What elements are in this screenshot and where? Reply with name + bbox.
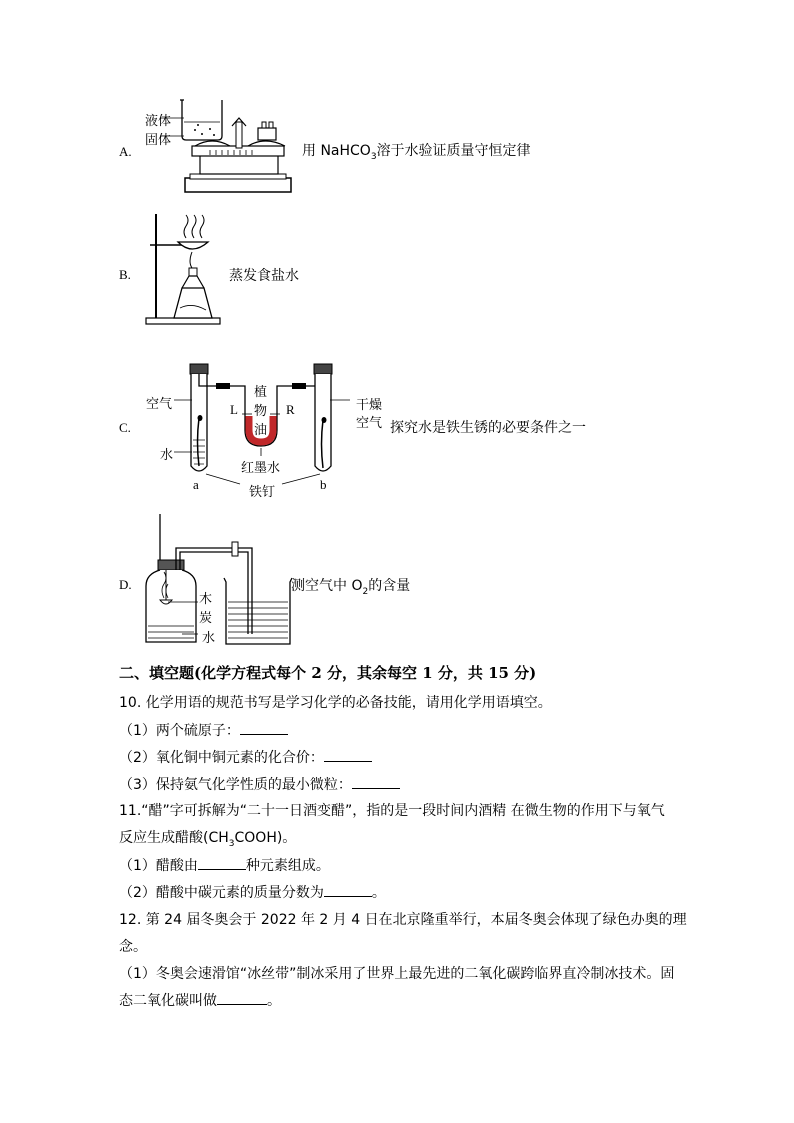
q10-blank-2[interactable] [324, 747, 372, 762]
q10-stem: 10. 化学用语的规范书写是学习化学的必备技能，请用化学用语填空。 [119, 695, 552, 711]
q11-blank-2[interactable] [324, 882, 372, 897]
q11-stem-line1: 11.“醋”字可拆解为“二十一日酒变醋”，指的是一段时间内酒精 在微生物的作用下与氧气 [119, 803, 665, 819]
q12-stem-line2: 念。 [119, 939, 147, 955]
option-a-letter: A. [119, 144, 132, 159]
q12-part1-line1: （1）冬奥会速滑馆“冰丝带”制冰采用了世界上最先进的二氧化碳跨临界直冷制冰技术。固 [119, 966, 675, 982]
q10-part1: （1）两个硫原子： [119, 720, 288, 740]
section-title: 二、填空题(化学方程式每个 2 分，其余每空 1 分，共 15 分) [119, 664, 537, 682]
label-red-ink: 红墨水 [241, 461, 281, 476]
label-tube-b: b [320, 477, 327, 492]
q10-part2: （2）氧化铜中铜元素的化合价： [119, 747, 372, 767]
label-nail: 铁钉 [249, 485, 276, 500]
label-dry-air: 空气 [356, 416, 383, 431]
label-water-d: 水 [202, 631, 216, 646]
q11-stem-line2: 反应生成醋酸$(CH_3COOH)$。 [119, 830, 297, 849]
label-r: R [286, 402, 295, 417]
label-solid: 固体 [145, 133, 172, 148]
option-d-letter: D. [119, 577, 132, 592]
q12-part1-line2: 态二氧化碳叫做 。 [119, 990, 281, 1010]
option-c-letter: C. [119, 420, 131, 435]
label-dry: 干燥 [356, 398, 383, 413]
oxygen-content-diagram [138, 514, 298, 648]
q11-part1: （1）醋酸由 种元素组成。 [119, 855, 330, 875]
label-charcoal-1: 木 [199, 592, 213, 607]
label-air: 空气 [146, 397, 173, 412]
label-water-c: 水 [160, 448, 174, 463]
option-b-caption: 蒸发食盐水 [229, 268, 299, 284]
option-b-letter: B. [119, 267, 131, 282]
q12-stem-line1: 12. 第 24 届冬奥会于 2022 年 2 月 4 日在北京隆重举行，本届冬奥会体现了绿色办奥的理 [119, 912, 687, 928]
label-liquid: 液体 [145, 114, 172, 129]
evaporation-diagram [144, 212, 224, 328]
label-l: L [230, 402, 238, 417]
label-oil-3: 油 [254, 423, 268, 438]
label-charcoal-2: 炭 [199, 611, 213, 626]
q11-part2: （2）醋酸中碳元素的质量分数为 。 [119, 882, 386, 902]
q11-blank-1[interactable] [198, 855, 246, 870]
label-tube-a: a [193, 477, 199, 492]
label-oil-1: 植 [254, 385, 268, 400]
option-a-caption: 用 NaHCO$_3$溶于水验证质量守恒定律 [302, 143, 531, 162]
q10-part3: （3）保持氨气化学性质的最小微粒： [119, 774, 400, 794]
q10-blank-3[interactable] [352, 774, 400, 789]
q10-blank-1[interactable] [240, 720, 288, 735]
label-oil-2: 物 [254, 404, 268, 419]
q12-blank-1[interactable] [217, 990, 267, 1005]
option-c-caption: 探究水是铁生锈的必要条件之一 [390, 420, 586, 436]
option-d-caption: 测空气中 $O_2$的含量 [291, 578, 411, 597]
